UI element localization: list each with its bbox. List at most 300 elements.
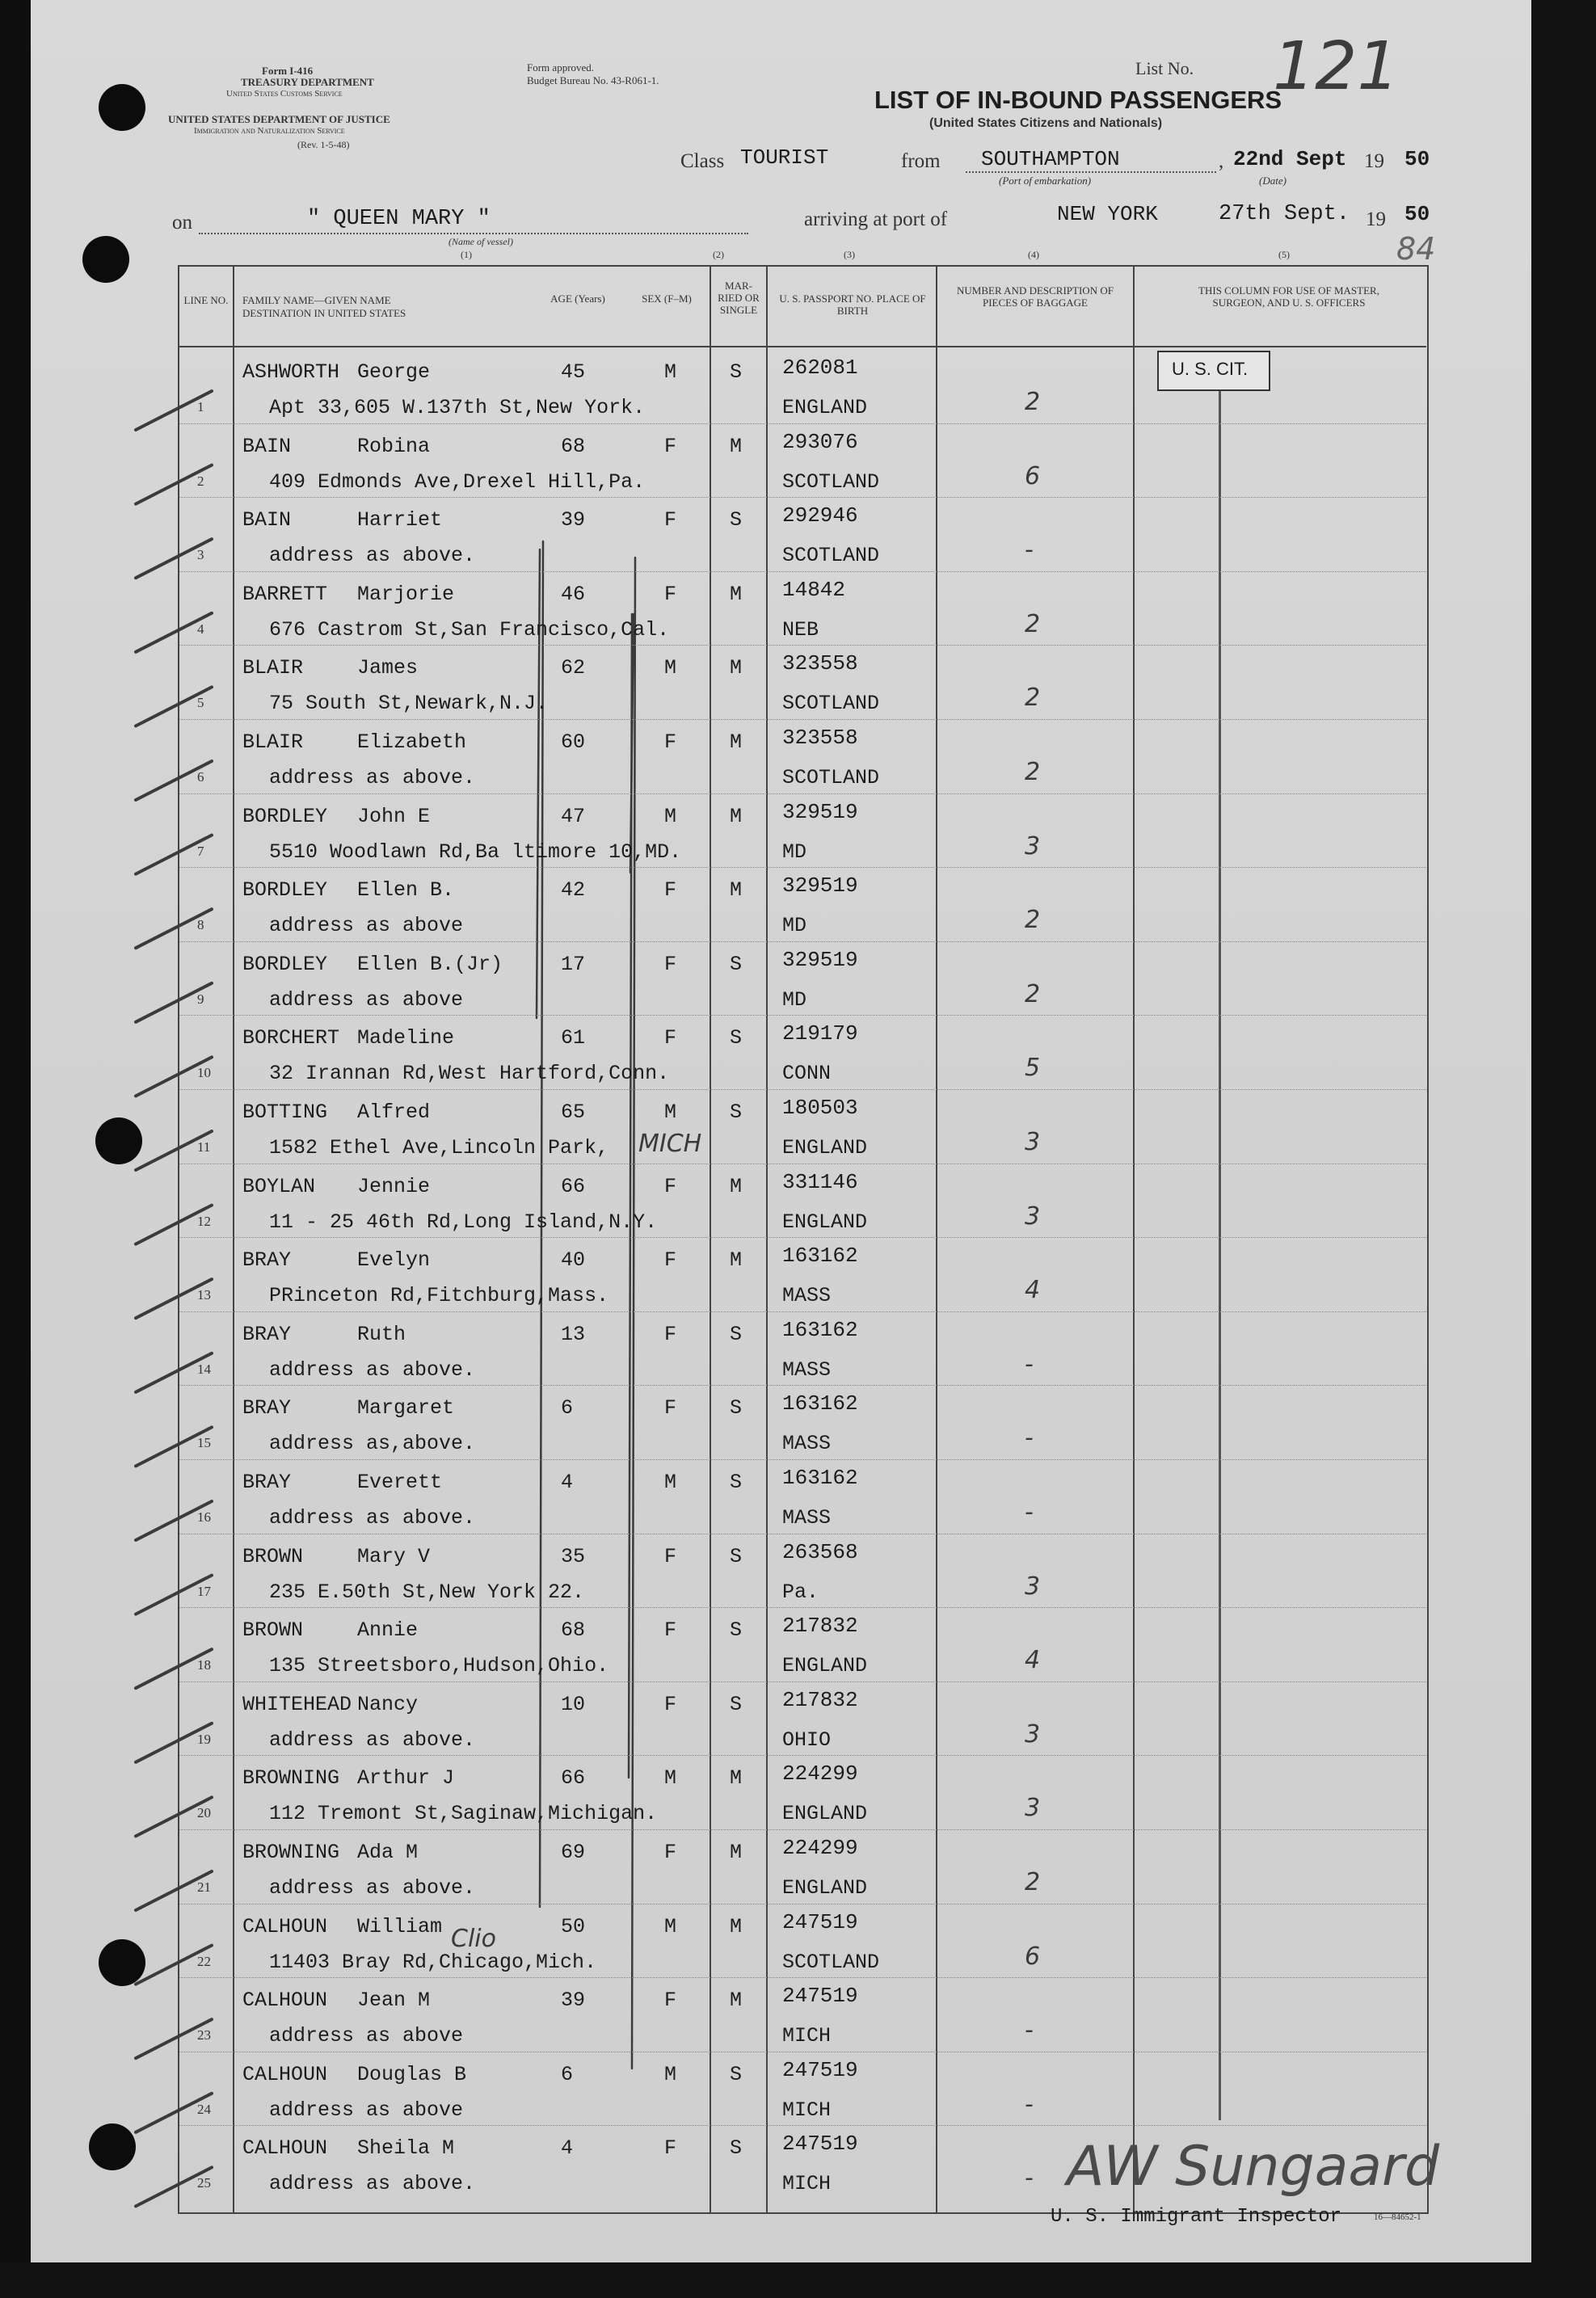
- marital-status: M: [730, 1248, 743, 1273]
- age: 61: [561, 1026, 586, 1050]
- place-of-birth: ENGLAND: [782, 1654, 868, 1678]
- given-name: Robina: [357, 434, 431, 458]
- place-of-birth: ENGLAND: [782, 1136, 868, 1160]
- sex: F: [664, 1544, 677, 1568]
- line-number: 25: [197, 2175, 211, 2191]
- budget-bureau: Budget Bureau No. 43-R061-1.: [527, 74, 659, 86]
- sex: M: [664, 1471, 677, 1494]
- row-rule: [179, 497, 1426, 498]
- age: 47: [561, 804, 586, 828]
- given-name: Marjorie: [357, 582, 455, 606]
- form-subtitle: (United States Citizens and Nationals): [929, 116, 1163, 130]
- sex: F: [664, 730, 677, 754]
- class-label: Class: [680, 150, 725, 172]
- baggage-count: -: [1025, 2016, 1034, 2045]
- age: 35: [561, 1544, 586, 1568]
- row-rule: [179, 1977, 1426, 1978]
- row-rule: [179, 1681, 1426, 1682]
- age: 68: [561, 1618, 586, 1643]
- destination-address: 409 Edmonds Ave,Drexel Hill,Pa.: [269, 469, 646, 494]
- family-name: BARRETT: [242, 582, 328, 606]
- header-destination: DESTINATION IN UNITED STATES: [242, 307, 406, 319]
- line-number: 16: [197, 1509, 211, 1525]
- age: 40: [561, 1248, 586, 1273]
- age: 4: [561, 1471, 574, 1494]
- arriving-label: arriving at port of: [804, 208, 948, 230]
- line-number: 20: [197, 1805, 211, 1821]
- baggage-count: 2: [1025, 684, 1041, 713]
- place-of-birth: ENGLAND: [782, 1210, 868, 1234]
- age: 62: [561, 656, 586, 680]
- address-correction: Clio: [451, 1924, 496, 1953]
- family-name: BROWN: [242, 1618, 304, 1643]
- age: 6: [561, 1396, 574, 1420]
- place-of-birth: MASS: [782, 1284, 832, 1308]
- destination-address: PRinceton Rd,Fitchburg,Mass.: [269, 1284, 609, 1308]
- dept-treasury: TREASURY DEPARTMENT: [241, 76, 374, 88]
- date-caption: (Date): [1259, 175, 1286, 187]
- given-name: Sheila M: [357, 2136, 455, 2161]
- place-of-birth: MICH: [782, 2172, 832, 2196]
- passport-number: 14842: [782, 577, 846, 602]
- destination-address: address as above.: [269, 1876, 476, 1900]
- from-label: from: [901, 150, 941, 172]
- passport-number: 329519: [782, 873, 858, 899]
- departure-date: 22nd Sept: [1233, 147, 1347, 171]
- row-rule: [179, 941, 1426, 942]
- destination-address: 235 E.50th St,New York 22.: [269, 1580, 585, 1604]
- baggage-count: 3: [1025, 1128, 1041, 1156]
- family-name: BRAY: [242, 1322, 292, 1346]
- line-number: 1: [197, 399, 204, 415]
- given-name: George: [357, 360, 431, 384]
- place-of-birth: SCOTLAND: [782, 1950, 880, 1974]
- place-of-birth: ENGLAND: [782, 1876, 868, 1900]
- page-number: 84: [1396, 231, 1436, 267]
- passport-number: 180503: [782, 1096, 858, 1120]
- sex: F: [664, 582, 677, 606]
- line-number: 14: [197, 1361, 211, 1377]
- marital-status: M: [730, 1841, 743, 1864]
- given-name: Harriet: [357, 508, 443, 532]
- given-name: Ada M: [357, 1841, 419, 1864]
- row-rule: [179, 1015, 1426, 1016]
- line-number: 15: [197, 1435, 211, 1451]
- col-num-1: (1): [461, 249, 472, 260]
- age: 50: [561, 1914, 586, 1938]
- marital-status: S: [730, 1396, 743, 1420]
- us-citizen-stamp: U. S. CIT.: [1157, 351, 1270, 391]
- family-name: BRAY: [242, 1248, 292, 1273]
- form-title: LIST OF IN-BOUND PASSENGERS: [874, 86, 1282, 114]
- sex: F: [664, 1174, 677, 1198]
- place-of-birth: MASS: [782, 1432, 832, 1456]
- row-rule: [179, 1459, 1426, 1460]
- arrival-port: NEW YORK: [1057, 202, 1158, 226]
- marital-status: S: [730, 360, 743, 384]
- family-name: BAIN: [242, 508, 292, 532]
- destination-address: Apt 33,605 W.137th St,New York.: [269, 396, 646, 419]
- header-officers: THIS COLUMN FOR USE OF MASTER, SURGEON, AND U. S. OFFICERS: [1198, 284, 1379, 309]
- sex: M: [664, 1914, 677, 1938]
- row-rule: [179, 645, 1426, 646]
- marital-status: M: [730, 730, 743, 754]
- place-of-birth: Pa.: [782, 1580, 819, 1604]
- col-num-3: (3): [844, 249, 855, 260]
- baggage-count: 3: [1025, 1202, 1041, 1231]
- destination-address: address as above: [269, 914, 464, 938]
- sex: F: [664, 1322, 677, 1346]
- age: 39: [561, 1989, 586, 2013]
- baggage-count: 2: [1025, 979, 1041, 1008]
- list-no-handwritten: 121: [1273, 28, 1400, 105]
- line-number: 18: [197, 1657, 211, 1673]
- passport-number: 163162: [782, 1466, 858, 1490]
- line-number: 22: [197, 1953, 211, 1969]
- row-rule: [179, 571, 1426, 572]
- passport-number: 163162: [782, 1244, 858, 1269]
- marital-status: M: [730, 1914, 743, 1938]
- row-rule: [179, 793, 1426, 794]
- given-name: Nancy: [357, 1692, 419, 1716]
- row-rule: [179, 867, 1426, 868]
- form-number: Form I-416: [262, 65, 314, 77]
- place-of-birth: SCOTLAND: [782, 544, 880, 568]
- destination-address: 135 Streetsboro,Hudson,Ohio.: [269, 1654, 609, 1678]
- place-of-birth: SCOTLAND: [782, 469, 880, 494]
- family-name: CALHOUN: [242, 2062, 328, 2086]
- passport-number: 224299: [782, 1761, 858, 1787]
- passport-number: 329519: [782, 947, 858, 972]
- baggage-count: 4: [1025, 1646, 1041, 1675]
- row-rule: [179, 423, 1426, 424]
- given-name: Alfred: [357, 1101, 431, 1124]
- marital-status: M: [730, 878, 743, 903]
- line-number: 2: [197, 473, 204, 489]
- line-number: 24: [197, 2101, 211, 2117]
- family-name: BROWN: [242, 1544, 304, 1568]
- given-name: John E: [357, 804, 431, 828]
- given-name: James: [357, 656, 419, 680]
- family-name: ASHWORTH: [242, 360, 340, 384]
- given-name: Ruth: [357, 1322, 406, 1346]
- given-name: Elizabeth: [357, 730, 467, 754]
- destination-address: address as above: [269, 2098, 464, 2122]
- family-name: BOYLAN: [242, 1174, 316, 1198]
- arr-year-prefix: 19: [1366, 208, 1386, 230]
- line-number: 9: [197, 991, 204, 1007]
- destination-address: address as above.: [269, 1506, 476, 1530]
- marital-status: M: [730, 804, 743, 828]
- given-name: Mary V: [357, 1544, 431, 1568]
- row-rule: [179, 1237, 1426, 1238]
- passport-number: 217832: [782, 1687, 858, 1712]
- line-number: 12: [197, 1213, 211, 1229]
- family-name: BORDLEY: [242, 878, 328, 903]
- age: 46: [561, 582, 586, 606]
- line-number: 5: [197, 695, 204, 711]
- given-name: Arthur J: [357, 1766, 455, 1791]
- line-number: 7: [197, 843, 204, 859]
- family-name: BAIN: [242, 434, 292, 458]
- header-age: AGE (Years): [550, 293, 605, 305]
- given-name: Ellen B.(Jr): [357, 952, 503, 976]
- destination-address: 5510 Woodlawn Rd,Ba ltimore 10,MD.: [269, 840, 682, 864]
- age: 65: [561, 1101, 586, 1124]
- passport-number: 293076: [782, 429, 858, 454]
- sex: M: [664, 2062, 677, 2086]
- age: 66: [561, 1766, 586, 1791]
- header-married: MAR- RIED OR SINGLE: [718, 280, 760, 316]
- row-rule: [179, 1385, 1426, 1386]
- age: 42: [561, 878, 586, 903]
- baggage-count: 2: [1025, 388, 1041, 416]
- destination-address: address as above: [269, 2024, 464, 2048]
- arrival-date: 27th Sept.: [1219, 202, 1350, 226]
- marital-status: S: [730, 1101, 743, 1124]
- line-number: 17: [197, 1583, 211, 1599]
- baggage-count: 2: [1025, 609, 1041, 638]
- destination-address: address as above: [269, 987, 464, 1012]
- given-name: Douglas B: [357, 2062, 467, 2086]
- dept-treasury-sub: United States Customs Service: [226, 89, 343, 99]
- line-number: 23: [197, 2027, 211, 2043]
- baggage-count: 3: [1025, 1719, 1041, 1749]
- place-of-birth: MICH: [782, 2098, 832, 2122]
- list-no-label: List No.: [1135, 58, 1194, 78]
- destination-address: 112 Tremont St,Saginaw,Michigan.: [269, 1802, 658, 1826]
- passport-number: 247519: [782, 1909, 858, 1934]
- passport-number: 163162: [782, 1391, 858, 1416]
- family-name: CALHOUN: [242, 1989, 328, 2013]
- passport-number: 219179: [782, 1021, 858, 1046]
- place-of-birth: SCOTLAND: [782, 692, 880, 716]
- age: 60: [561, 730, 586, 754]
- given-name: William: [357, 1914, 443, 1938]
- age: 13: [561, 1322, 586, 1346]
- passport-number: 247519: [782, 2132, 858, 2157]
- baggage-count: -: [1025, 1498, 1034, 1526]
- address-correction: MICH: [638, 1130, 702, 1158]
- place-of-birth: MD: [782, 987, 807, 1012]
- line-number: 10: [197, 1065, 211, 1081]
- passport-number: 292946: [782, 503, 858, 528]
- sex: F: [664, 1841, 677, 1864]
- sex: F: [664, 508, 677, 532]
- line-number: 13: [197, 1287, 211, 1303]
- inspector-title: U. S. Immigrant Inspector: [1051, 2206, 1342, 2228]
- row-rule: [179, 1829, 1426, 1830]
- given-name: Madeline: [357, 1026, 455, 1050]
- header-line-no: LINE NO.: [183, 294, 229, 306]
- family-name: BROWNING: [242, 1841, 340, 1864]
- age: 45: [561, 360, 586, 384]
- form-approved: Form approved.: [527, 61, 595, 74]
- dept-justice: UNITED STATES DEPARTMENT OF JUSTICE: [168, 113, 390, 125]
- marital-status: S: [730, 1692, 743, 1716]
- passport-number: 331146: [782, 1169, 858, 1194]
- line-number: 19: [197, 1731, 211, 1747]
- sex: F: [664, 878, 677, 903]
- family-name: BLAIR: [242, 656, 304, 680]
- place-of-birth: NEB: [782, 617, 819, 642]
- destination-address: 676 Castrom St,San Francisco,Cal.: [269, 617, 670, 642]
- line-number: 3: [197, 547, 204, 563]
- family-name: CALHOUN: [242, 2136, 328, 2161]
- form-code: 16—84652-1: [1374, 2212, 1421, 2222]
- line-number: 11: [197, 1139, 211, 1155]
- marital-status: S: [730, 2136, 743, 2161]
- destination-address: 11 - 25 46th Rd,Long Island,N.Y.: [269, 1210, 658, 1234]
- destination-address: 32 Irannan Rd,West Hartford,Conn.: [269, 1062, 670, 1086]
- line-number: 8: [197, 917, 204, 933]
- destination-address: 75 South St,Newark,N.J.: [269, 692, 549, 716]
- line-number: 21: [197, 1879, 211, 1895]
- row-rule: [179, 1089, 1426, 1090]
- sex: F: [664, 434, 677, 458]
- line-number: 6: [197, 769, 204, 785]
- passport-number: 323558: [782, 651, 858, 676]
- destination-address: address as above.: [269, 544, 476, 568]
- form-revision: (Rev. 1-5-48): [297, 139, 350, 150]
- baggage-count: 2: [1025, 758, 1041, 786]
- marital-status: S: [730, 1322, 743, 1346]
- passport-number: 163162: [782, 1317, 858, 1342]
- family-name: WHITEHEAD: [242, 1692, 352, 1716]
- vessel-name: " QUEEN MARY ": [307, 207, 491, 231]
- baggage-count: -: [1025, 1349, 1034, 1378]
- row-rule: [179, 719, 1426, 720]
- given-name: Ellen B.: [357, 878, 455, 903]
- baggage-count: 4: [1025, 1276, 1041, 1305]
- marital-status: S: [730, 1471, 743, 1494]
- marital-status: M: [730, 656, 743, 680]
- on-label: on: [172, 212, 192, 234]
- passport-number: 262081: [782, 356, 858, 380]
- baggage-count: 3: [1025, 831, 1041, 861]
- passport-number: 263568: [782, 1539, 858, 1564]
- sex: M: [664, 1766, 677, 1791]
- place-of-birth: OHIO: [782, 1728, 832, 1752]
- age: 17: [561, 952, 586, 976]
- passport-number: 247519: [782, 1984, 858, 2009]
- given-name: Annie: [357, 1618, 419, 1643]
- marital-status: S: [730, 952, 743, 976]
- baggage-count: -: [1025, 1424, 1034, 1453]
- marital-status: M: [730, 1766, 743, 1791]
- place-of-birth: ENGLAND: [782, 396, 868, 419]
- age: 69: [561, 1841, 586, 1864]
- header-sex: SEX (F–M): [642, 293, 692, 305]
- baggage-count: -: [1025, 2164, 1034, 2193]
- place-of-birth: MASS: [782, 1506, 832, 1530]
- sex: M: [664, 1101, 677, 1124]
- embarkation-port: SOUTHAMPTON: [981, 147, 1120, 171]
- sex: F: [664, 1026, 677, 1050]
- family-name: BLAIR: [242, 730, 304, 754]
- baggage-count: 5: [1025, 1054, 1041, 1083]
- given-name: Jean M: [357, 1989, 431, 2013]
- col-num-4: (4): [1028, 249, 1039, 260]
- sex: F: [664, 1989, 677, 2013]
- row-rule: [179, 2125, 1426, 2126]
- sex: F: [664, 1396, 677, 1420]
- marital-status: S: [730, 508, 743, 532]
- embarkation-caption: (Port of embarkation): [999, 175, 1092, 187]
- baggage-count: 2: [1025, 1868, 1041, 1896]
- family-name: BRAY: [242, 1471, 292, 1494]
- place-of-birth: MD: [782, 914, 807, 938]
- row-rule: [179, 1311, 1426, 1312]
- destination-address: 1582 Ethel Ave,Lincoln Park,: [269, 1136, 609, 1160]
- place-of-birth: MD: [782, 840, 807, 864]
- header-baggage: NUMBER AND DESCRIPTION OF PIECES OF BAGGAGE: [957, 284, 1114, 309]
- destination-address: address as,above.: [269, 1432, 476, 1456]
- sex: M: [664, 360, 677, 384]
- sex: F: [664, 1692, 677, 1716]
- age: 4: [561, 2136, 574, 2161]
- line-number: 4: [197, 621, 204, 637]
- destination-address: 11403 Bray Rd,Chicago,Mich.: [269, 1950, 597, 1974]
- destination-address: address as above.: [269, 1357, 476, 1382]
- sex: M: [664, 656, 677, 680]
- family-name: BROWNING: [242, 1766, 340, 1791]
- place-of-birth: CONN: [782, 1062, 832, 1086]
- family-name: CALHOUN: [242, 1914, 328, 1938]
- marital-status: M: [730, 582, 743, 606]
- col-num-2: (2): [713, 249, 724, 260]
- baggage-count: 2: [1025, 906, 1041, 935]
- family-name: BOTTING: [242, 1101, 328, 1124]
- sex: F: [664, 2136, 677, 2161]
- sex: F: [664, 1618, 677, 1643]
- given-name: Margaret: [357, 1396, 455, 1420]
- sex: F: [664, 952, 677, 976]
- place-of-birth: MICH: [782, 2024, 832, 2048]
- pencil-bracket: [629, 614, 632, 1778]
- place-of-birth: MASS: [782, 1357, 832, 1382]
- given-name: Everett: [357, 1471, 443, 1494]
- age: 66: [561, 1174, 586, 1198]
- destination-address: address as above.: [269, 2172, 476, 2196]
- given-name: Evelyn: [357, 1248, 431, 1273]
- class-value: TOURIST: [740, 145, 829, 170]
- passport-number: 224299: [782, 1836, 858, 1860]
- family-name: BORDLEY: [242, 952, 328, 976]
- age: 6: [561, 2062, 574, 2086]
- row-rule: [179, 1755, 1426, 1756]
- header-passport: U. S. PASSPORT NO. PLACE OF BIRTH: [779, 293, 926, 317]
- marital-status: S: [730, 1618, 743, 1643]
- passport-number: 323558: [782, 726, 858, 750]
- marital-status: S: [730, 1544, 743, 1568]
- marital-status: M: [730, 434, 743, 458]
- family-name: BRAY: [242, 1396, 292, 1420]
- inspector-signature: AW Sungaard: [1067, 2135, 1440, 2199]
- header-name: FAMILY NAME—GIVEN NAME: [242, 294, 391, 306]
- year-prefix: 19: [1364, 150, 1384, 172]
- baggage-count: 6: [1025, 1942, 1041, 1971]
- col-num-5: (5): [1278, 249, 1290, 260]
- age: 39: [561, 508, 586, 532]
- vessel-caption: (Name of vessel): [448, 236, 513, 247]
- passport-number: 217832: [782, 1614, 858, 1639]
- baggage-count: -: [1025, 2090, 1034, 2119]
- family-name: BORCHERT: [242, 1026, 340, 1050]
- age: 10: [561, 1692, 586, 1716]
- departure-year: 50: [1404, 147, 1430, 171]
- given-name: Jennie: [357, 1174, 431, 1198]
